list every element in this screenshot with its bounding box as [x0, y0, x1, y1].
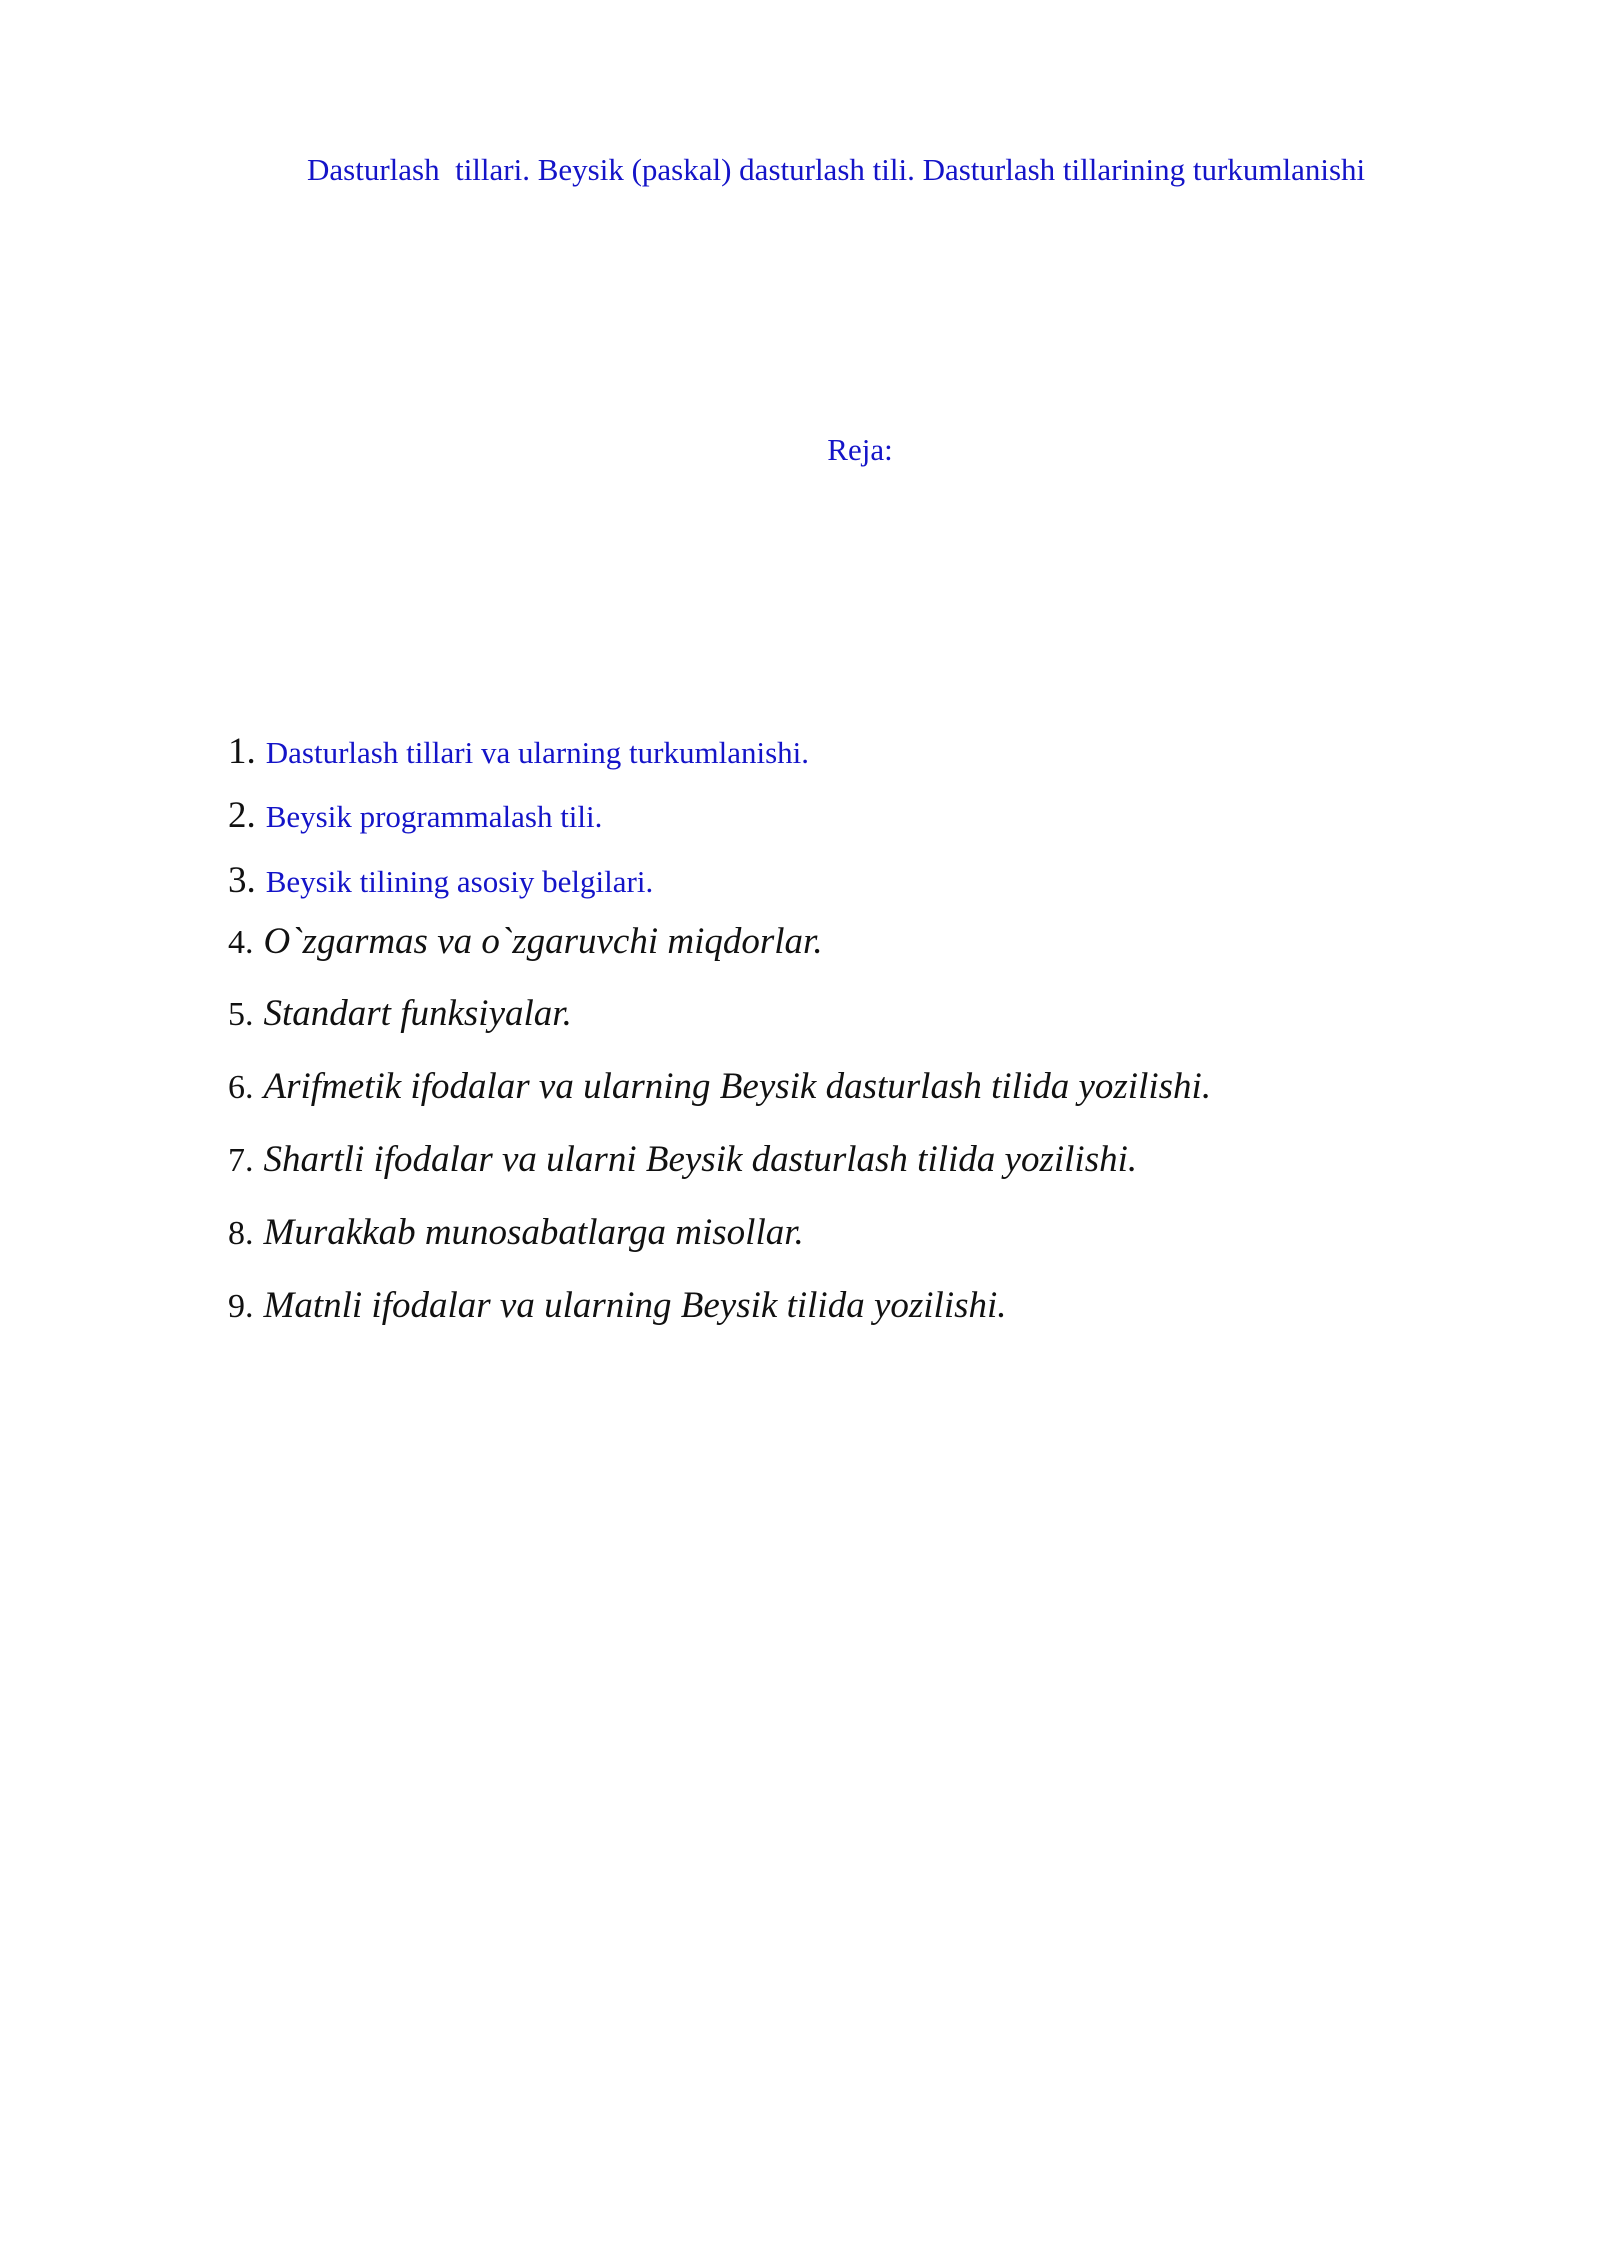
- plan-item-4: [228, 920, 823, 963]
- plan-item-text: Shartli ifodalar va ularni Beysik dasturlash tilida yozilishi.: [263, 1139, 1138, 1180]
- plan-item-text: Matnli ifodalar va ularning Beysik tilida yozilishi.: [263, 1285, 1007, 1326]
- plan-item-number: 5.: [228, 996, 254, 1033]
- plan-item-text: O`zgarmas va o`zgaruvchi miqdorlar.: [263, 921, 823, 962]
- plan-item-text: Beysik programmalash tili.: [265, 799, 603, 834]
- plan-item-number: 7.: [228, 1142, 254, 1179]
- plan-item-text: Beysik tilining asosiy belgilari.: [265, 864, 654, 899]
- plan-item-1: [228, 730, 809, 773]
- plan-item-text: Standart funksiyalar.: [263, 993, 572, 1034]
- plan-item-3: [228, 859, 653, 902]
- plan-item-text: Dasturlash tillari va ularning turkumlanishi.: [265, 735, 810, 770]
- plan-item-text: Arifmetik ifodalar va ularning Beysik dasturlash tilida yozilishi.: [263, 1066, 1212, 1107]
- plan-item-6: [228, 1065, 1211, 1108]
- plan-item-2: [228, 794, 602, 837]
- plan-item-number: 6.: [228, 1069, 254, 1106]
- plan-item-9: [228, 1284, 1007, 1327]
- plan-item-text: Murakkab munosabatlarga misollar.: [263, 1212, 804, 1253]
- plan-item-number: 8.: [228, 1215, 254, 1252]
- plan-item-number: 4.: [228, 924, 254, 961]
- document-title: Dasturlash tillari. Beysik (paskal) dasturlash tili. Dasturlash tillarining turkumlanishi: [307, 152, 1366, 187]
- plan-item-number: 9.: [228, 1288, 254, 1325]
- plan-item-number: 3.: [228, 860, 256, 901]
- plan-item-8: [228, 1211, 804, 1254]
- plan-item-number: 1.: [228, 731, 256, 772]
- plan-item-7: [228, 1138, 1137, 1181]
- plan-item-5: [228, 992, 572, 1035]
- plan-heading: Reja:: [827, 432, 893, 467]
- plan-item-number: 2.: [228, 795, 256, 836]
